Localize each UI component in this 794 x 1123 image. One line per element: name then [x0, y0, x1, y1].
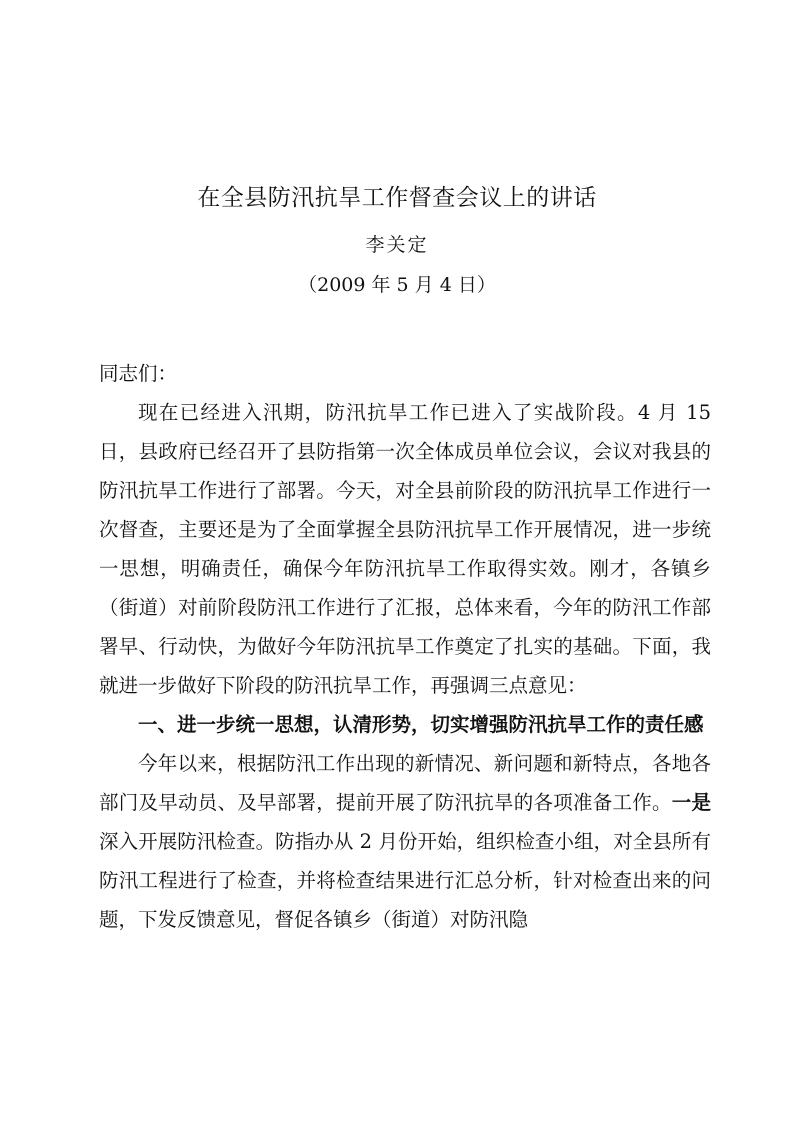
paragraph-section-1-start: 今年以来，根据防汛工作出现的新情况、新问题和新特点，各地各部门及早动员、及早部署，提前开展了防汛抗旱的各项准备工作。 — [99, 752, 711, 814]
document-date: （2009 年 5 月 4 日） — [298, 274, 496, 296]
section-heading-1: 一、进一步统一思想，认清形势，切实增强防汛抗旱工作的责任感 — [138, 713, 704, 736]
salutation: 同志们： — [99, 362, 178, 385]
paragraph-intro: 现在已经进入汛期，防汛抗旱工作已进入了实战阶段。4 月 15 日，县政府已经召开了县防指第一次全体成员单位会议，会议对我县的防汛抗旱工作进行了部署。今天，对全县前阶段的防汛抗旱工作进行一次督查，主要还是为了全面掌握全县防汛抗旱工作开展情况，进一步统一思想，明确责任，确保今年防汛抗旱工作取得实效。刚才，各镇乡（街道）对前阶段防汛工作进行了汇报，总体来看，今年的防汛工作部署早、行动快，为做好今年防汛抗旱工作奠定了扎实的基础。下面，我就进一步做好下阶段的防汛抗旱工作，再强调三点意见： — [99, 401, 711, 697]
document-title: 在全县防汛抗旱工作督查会议上的讲话 — [197, 185, 597, 211]
paragraph-section-1 — [99, 744, 711, 939]
paragraph-section-1-rest: 深入开展防汛检查。防指办从 2 月份开始，组织检查小组，对全县所有防汛工程进行了检查，并将检查结果进行汇总分析，针对检查出来的问题，下发反馈意见，督促各镇乡（街道）对防汛隐 — [99, 830, 711, 931]
document-body — [99, 354, 711, 939]
document-author: 李关定 — [365, 234, 429, 256]
paragraph-section-1-bold: 一是 — [671, 791, 711, 814]
